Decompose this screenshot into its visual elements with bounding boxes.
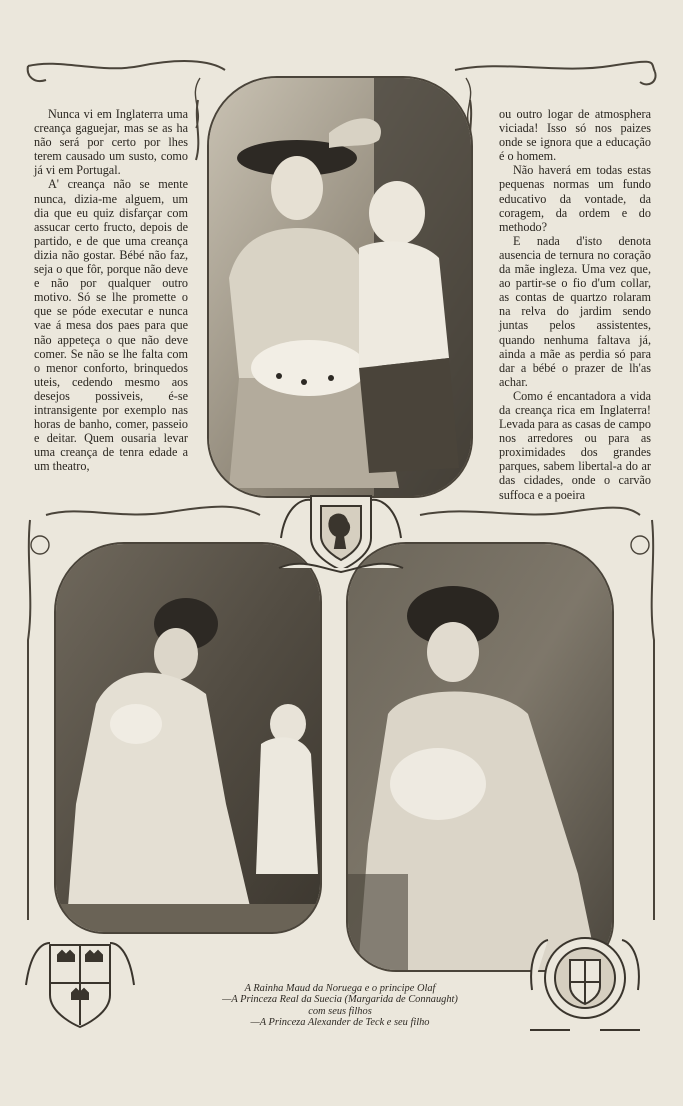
caption-line: com seus filhos (308, 1005, 372, 1017)
paragraph: Nunca vi em Inglaterra uma creança gaguejar, mas se as ha não será por certo por lhes terem causado um susto, como já vi em Portugal. (34, 107, 188, 178)
caption-line: A Rainha Maud da Noruega e o principe Olaf (244, 983, 436, 994)
article-column-left (34, 107, 188, 473)
lion-rampant-crest-icon (271, 478, 411, 578)
caption-line: —A Princeza Alexander de Teck e seu filho (250, 1016, 430, 1028)
photo-frame-top (207, 76, 473, 498)
paragraph: ou outro logar de atmosphera viciada! Isso só nos paizes onde se ignora que a educação é o homem. (499, 107, 651, 164)
paragraph: E nada d'isto denota ausencia de ternura no coração da mãe ingleza. Uma vez que, ao partir-se o fio d'um collar, as contas de quartzo rolaram na relva do jardim sendo juntas pelos assistentes, quando nenhuma faltava já, ainda a mãe as perdia só para dar a bébé o prazer de lh'as achar. (499, 233, 651, 389)
three-crowns-crest-icon (20, 925, 140, 1035)
photo-captions (150, 983, 530, 1028)
photo-frame-bottom-left (54, 542, 322, 934)
paragraph: Como é encantadora a vida da creança rica em Inglaterra! Levada para as casas de campo nos arredores ou para as proximidades dos grandes parques, sabem libertal-a do ar das cidades, onde o carvão suffoca e a poeira (499, 388, 651, 502)
paragraph: Não haverá em todas estas pequenas normas um fundo educativo da vontade, da coragem, da ordem e do methodo? (499, 163, 651, 234)
photo-queen-maud-and-prince-olaf (209, 78, 471, 496)
caption-line: —A Princeza Real da Suecia (Margarida de Connaught) (222, 994, 458, 1006)
paragraph: A' creança não se mente nunca, dizia-me alguem, um dia que eu quiz disfarçar com assucar certo fructo, depois de partido, e de que uma creança dizia não gostar. Bébé não faz, seja o que fôr, porque não deve e não por qualquer outro motivo. Só se lhe promette o que se póde executar e nunca vae á mesa dos paes para que não appeteça o que não deve comer. Se não se lhe falta com o menor conforto, brinquedos uteis, cedendo mesmo aos desejos possiveis, é-se intransigente por exemplo nas horas de banho, comer, passeio e deitar. Quem ousaria levar uma creança de tenra edade a um theatro, (34, 177, 188, 474)
royal-arms-crest-icon (520, 920, 650, 1040)
photo-princess-alexander-of-teck-and-son (348, 544, 612, 970)
article-column-right (499, 107, 651, 502)
photo-crown-princess-of-sweden-with-children (56, 544, 320, 932)
photo-frame-bottom-right (346, 542, 614, 972)
